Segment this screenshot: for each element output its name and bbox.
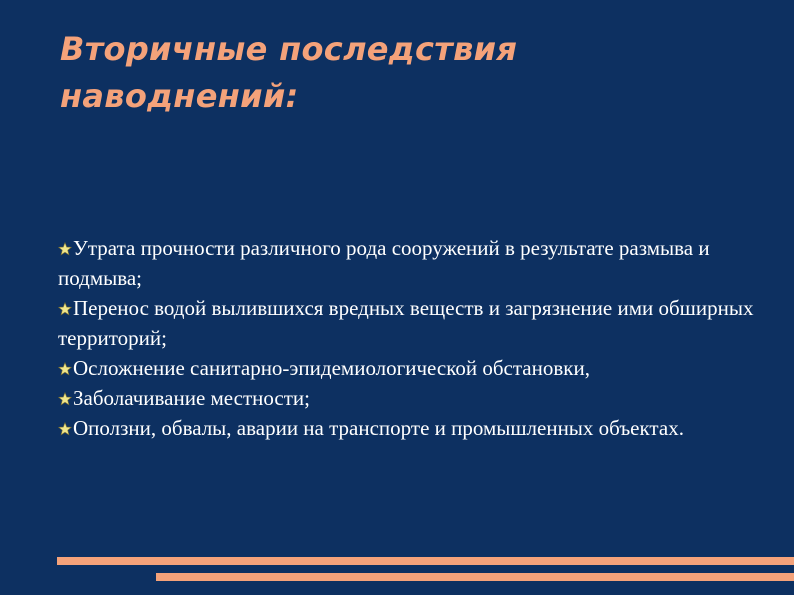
star-icon [58, 302, 72, 316]
decorative-bar-bottom [156, 573, 794, 581]
star-icon [58, 242, 72, 256]
bullet-text: Заболачивание местности; [73, 386, 310, 410]
decorative-bar-top [57, 557, 794, 565]
bullet-item [58, 233, 758, 293]
star-icon [58, 362, 72, 376]
bullet-item [58, 413, 758, 443]
bullet-text: Перенос водой вылившихся вредных веществ и загрязнение ими обширных территорий; [58, 296, 754, 350]
bullet-item [58, 353, 758, 383]
slide-title: Вторичные последствия наводнений: [60, 30, 518, 115]
bullet-text: Утрата прочности различного рода сооружений в результате размыва и подмыва; [58, 236, 710, 290]
bullet-text: Осложнение санитарно-эпидемиологической обстановки, [73, 356, 590, 380]
bullet-list [58, 233, 758, 443]
bullet-text: Оползни, обвалы, аварии на транспорте и промышленных объектах. [73, 416, 684, 440]
star-icon [58, 422, 72, 436]
bullet-item [58, 293, 758, 353]
bullet-item [58, 383, 758, 413]
star-icon [58, 392, 72, 406]
